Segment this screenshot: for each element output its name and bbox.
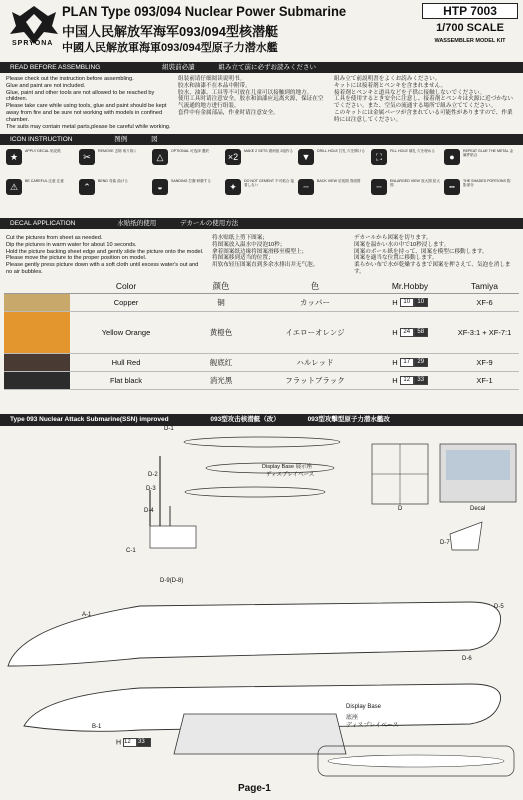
mrhobby-num-1: 24 xyxy=(400,328,414,337)
tamiya-code: XF-9 xyxy=(450,354,519,372)
label-c1: C-1 xyxy=(126,548,136,554)
read-before-en-2: Glue and paint are not included. xyxy=(6,82,86,89)
product-code: HTP 7003 xyxy=(422,3,518,19)
read-before-en xyxy=(6,76,174,130)
color-name-en: Hull Red xyxy=(70,354,182,372)
page-title: PLAN Type 093/094 Nuclear Power Submarine xyxy=(62,3,347,19)
page-title-cn: 中国人民解放军海军093/094型核潜艇 xyxy=(62,24,278,39)
read-before-cn-3: 胶水、油漆、工具等不可放在儿童可以接触到的地方。 xyxy=(178,89,313,96)
read-before-cn-4: 使用工具时请注意安全，胶水和油漆应远离火源，保证在空气流通的地方进行组装。 xyxy=(178,96,324,110)
page-number: Page-1 xyxy=(238,783,271,794)
decal-jp-2: 図案を温かい水の中で10秒浸します。 xyxy=(354,241,450,248)
read-before-en-4: Please take care while using tools, glue and paint should be kept away from fire and be sure not working with models in confined chamber. xyxy=(6,103,167,123)
color-swatch xyxy=(4,354,70,372)
kit-label: WASSEMBLER MODEL KIT xyxy=(434,38,506,44)
icon-instruction-title: ICON INSTRUCTION xyxy=(10,136,73,143)
label-b1: B-1 xyxy=(92,724,102,730)
label-d9: D-9(D-8) xyxy=(160,578,184,584)
read-before-bar xyxy=(0,62,523,73)
mrhobby-num-2: 10 xyxy=(414,298,428,307)
label-d1: D-1 xyxy=(164,426,174,432)
header-jp: 色 xyxy=(260,278,370,294)
legend-icon-10: ◒ xyxy=(152,179,168,195)
color-row xyxy=(4,372,519,390)
color-name-jp: ハルレッド xyxy=(260,354,370,372)
legend-text-3: OPTIONAL 可选择 選択 xyxy=(171,149,210,153)
color-table-body xyxy=(4,294,519,390)
display-base-label-jp: ディスプレイベース xyxy=(346,723,399,729)
decal-application-title-jp: デカールの使用方法 xyxy=(180,220,239,227)
legend-text-2: REMOVE 去除 取り除く xyxy=(98,149,138,153)
read-before-cn-5: 套件中有金属部品，作业时请注意安全。 xyxy=(178,109,279,116)
mrhobby-num-1: 12 xyxy=(400,376,414,385)
paint-code-h: H xyxy=(116,739,122,747)
paint-code-base xyxy=(116,738,151,747)
read-before-jp-4: 工具を使用するとき安全に注意し、接着剤とペンキは火源に近づかないでください。また、空気の流通する場所で組み立ててください。 xyxy=(334,96,514,110)
legend-text-12: BACK VIEW 后视图 背面図 xyxy=(317,179,361,183)
header-color: Color xyxy=(70,278,182,294)
paint-code-b: 33 xyxy=(137,738,151,747)
legend-text-10: SANDING 打磨 研磨する xyxy=(171,179,211,183)
legend-text-6: FILL HOLE 填孔 穴を埋める xyxy=(390,149,435,153)
page-title-tw: 中國人民解放軍海軍093/094型原子力潜水艦 xyxy=(62,42,278,54)
color-swatch xyxy=(4,372,70,390)
decal-cn-5: 用软布轻压图案直到多余水排出并无气泡。 xyxy=(212,262,319,269)
swatch-header xyxy=(4,278,70,294)
decal-en-2: Dip the pictures in warm water for about 10 seconds. xyxy=(6,241,137,248)
decal-jp-1: デカールから図案を切ります。 xyxy=(354,235,432,241)
icon-instruction-bar xyxy=(0,134,523,145)
header-tamiya: Tamiya xyxy=(450,278,519,294)
decal-jp-3: 図案のボール紙を持って、図案を模型に移動します。 xyxy=(354,248,488,255)
color-name-jp: イエローオレンジ xyxy=(260,312,370,354)
assembly-title-cn: 093型攻击核潜艇（改） xyxy=(210,416,280,423)
fin-d7 xyxy=(450,522,482,550)
paint-code-a: 12 xyxy=(123,738,137,747)
decal-en-4: Please move the picture to the proper position on model. xyxy=(6,255,147,262)
decal-cn-3: 拿着图案纸边缘将图案滑移至模型上； xyxy=(212,248,308,255)
legend-text-11: DO NOT CEMENT 不可粘合 接着しない xyxy=(244,179,294,188)
mrhobby-h: H xyxy=(392,297,398,307)
mrhobby-code xyxy=(370,312,450,354)
decal-cn xyxy=(212,235,350,269)
color-row xyxy=(4,312,519,354)
mrhobby-code xyxy=(370,354,450,372)
header-cn: 颜色 xyxy=(182,278,260,294)
decal-cn-1: 将水贴纸上剪下图案； xyxy=(212,235,268,241)
read-before-en-5: The suits may contain metal parts,please be careful while working. xyxy=(6,123,171,130)
decal-application-title: DECAL APPLICATION xyxy=(10,220,76,227)
legend-text-1: APPLY DECAL 贴花纸 xyxy=(25,149,61,153)
header xyxy=(0,0,523,58)
read-before-jp-5: このキットには金属パーツが含まれている可能性がありますので、作業時には注意してください。 xyxy=(334,109,513,123)
decal-markings xyxy=(446,450,510,480)
decal-application-bar xyxy=(0,218,523,229)
color-row xyxy=(4,294,519,312)
icon-legend xyxy=(6,149,518,207)
decal-en xyxy=(6,235,206,276)
decal-cn-4: 将图案移到适当的位置； xyxy=(212,255,274,262)
color-name-cn: 消光黑 xyxy=(182,372,260,390)
read-before-jp-3: 接着剤とペンキと道具などを子供に接触しないでください。 xyxy=(334,89,486,96)
legend-text-7: REPEAT GLUE THE METAL 金属件粘合 xyxy=(463,149,514,158)
color-name-jp: フラットブラック xyxy=(260,372,370,390)
legend-icon-12: ┄ xyxy=(298,179,314,195)
color-name-cn: 黄橙色 xyxy=(182,312,260,354)
color-name-en: Flat black xyxy=(70,372,182,390)
read-before-cn-1: 组装前请仔细阅读说明书。 xyxy=(178,76,246,82)
read-before-cn-2: 胶水和油漆不在本品中附带。 xyxy=(178,82,251,89)
assembly-title-tw: 093型攻擊型原子力潜水艦改 xyxy=(307,416,390,423)
read-before-title: READ BEFORE ASSEMBLING xyxy=(10,64,101,71)
mrhobby-num-2: 33 xyxy=(414,376,428,385)
label-d7: D-7 xyxy=(440,540,450,546)
decal-cn-2: 将图案放入温水中浸泡10秒； xyxy=(212,241,286,248)
conning-tower xyxy=(150,456,196,548)
legend-icon-3: △ xyxy=(152,149,168,165)
read-before-jp-2: キットには接着剤とペンキを含まれません。 xyxy=(334,82,447,89)
tamiya-code: XF-1 xyxy=(450,372,519,390)
read-before-en-3: Glue, paint and other tools are not allowed to be reached by children. xyxy=(6,89,155,103)
decal-jp-5: 柔らかい布で水が乾燥するまで図案を押さえて、気泡を消します。 xyxy=(354,262,511,275)
mrhobby-h: H xyxy=(392,375,398,385)
decal-en-1: Cut the pictures from sheet as needed. xyxy=(6,235,103,241)
read-before-cn xyxy=(178,76,328,117)
header-mrhobby: Mr.Hobby xyxy=(370,278,450,294)
read-before-title-cn: 組裝前必讀 xyxy=(162,64,195,71)
color-swatch xyxy=(4,312,70,354)
mrhobby-num-1: 17 xyxy=(400,358,414,367)
legend-icon-1: ★ xyxy=(6,149,22,165)
mrhobby-h: H xyxy=(392,357,398,367)
decal-jp xyxy=(354,235,518,276)
legend-icon-8: ⚠ xyxy=(6,179,22,195)
label-d3: D-3 xyxy=(146,486,156,492)
legend-icon-5: ▼ xyxy=(298,149,314,165)
label-display-base-top: Display Base 展示座 xyxy=(262,464,313,470)
color-name-jp: カッパー xyxy=(260,294,370,312)
label-d2: D-2 xyxy=(148,472,158,478)
read-before-en-1: Please check out the instruction before assembling. xyxy=(6,76,134,82)
display-base-label-cn: 底座 xyxy=(346,715,359,721)
legend-icon-7: ● xyxy=(444,149,460,165)
icon-instruction-title-jp: 図 xyxy=(151,136,158,143)
legend-text-5: DRILL HOLE 打孔 穴を開ける xyxy=(317,149,365,153)
read-before-jp xyxy=(334,76,518,124)
decal-en-5: Please gently press picture down with a soft cloth until excess water's out and no air bubbles. xyxy=(6,262,199,275)
legend-icon-11: ✦ xyxy=(225,179,241,195)
label-d6: D-6 xyxy=(462,656,472,662)
legend-text-8: BE CAREFUL 注意 注意 xyxy=(25,179,64,183)
mrhobby-num-1: 10 xyxy=(400,298,414,307)
scale-label: 1/700 SCALE xyxy=(436,22,504,34)
display-base-label: Display Base xyxy=(346,704,382,710)
color-swatch xyxy=(4,294,70,312)
read-before-title-jp: 組み立て前に必ずお読みください xyxy=(218,64,316,71)
assembly-bar xyxy=(0,414,523,426)
mrhobby-num-2: 58 xyxy=(414,328,428,337)
color-name-en: Yellow Orange xyxy=(70,312,182,354)
label-sprue-d: D xyxy=(398,506,403,512)
color-row xyxy=(4,354,519,372)
decal-jp-4: 図案を適当な位置に移動します。 xyxy=(354,255,438,262)
tamiya-code: XF-6 xyxy=(450,294,519,312)
label-display-base-top-jp: ディスプレイベース xyxy=(266,472,315,478)
legend-icon-6: ⛶ xyxy=(371,149,387,165)
color-name-en: Copper xyxy=(70,294,182,312)
tamiya-code: XF-3:1 + XF-7:1 xyxy=(450,312,519,354)
decal-application-title-cn: 水贴纸的使用 xyxy=(117,220,157,227)
decal-en-3: Hold the picture backing sheet edge and gently slide the picture onto the model. xyxy=(6,248,204,255)
label-a1: A-1 xyxy=(82,612,92,618)
brand-name: SPRYONA xyxy=(12,40,54,47)
mrhobby-h: H xyxy=(392,327,398,337)
mrhobby-code xyxy=(370,372,450,390)
label-d5: D-5 xyxy=(494,604,504,610)
mrhobby-code xyxy=(370,294,450,312)
mrhobby-num-2: 29 xyxy=(414,358,428,367)
icon-instruction-title-cn: 图例 xyxy=(114,136,128,143)
read-before-jp-1: 組み立て前説明書をよくお読みください。 xyxy=(334,76,441,82)
legend-text-9: BEND 弯曲 曲げる xyxy=(98,179,128,183)
label-d4: D-4 xyxy=(144,508,154,514)
color-name-cn: 舰底红 xyxy=(182,354,260,372)
legend-icon-2: ✂ xyxy=(79,149,95,165)
legend-text-13: ENLARGED VIEW 放大图 拡大図 xyxy=(390,179,440,188)
color-table-header xyxy=(4,278,519,294)
label-decal: Decal xyxy=(470,506,486,512)
assembly-title: Type 093 Nuclear Attack Submarine(SSN) improved xyxy=(10,416,169,423)
color-table xyxy=(4,278,519,390)
legend-icon-4: ×2 xyxy=(225,149,241,165)
assembly-diagram xyxy=(0,426,523,800)
legend-icon-14: ┅ xyxy=(444,179,460,195)
color-name-cn: 铜 xyxy=(182,294,260,312)
legend-icon-9: ⌃ xyxy=(79,179,95,195)
legend-text-4: MAKE 2 SETS 做两组 2組作る xyxy=(244,149,294,153)
legend-icon-13: ┄ xyxy=(371,179,387,195)
legend-text-14: THE SHADED PORTIONS 阴影部分 xyxy=(463,179,511,188)
